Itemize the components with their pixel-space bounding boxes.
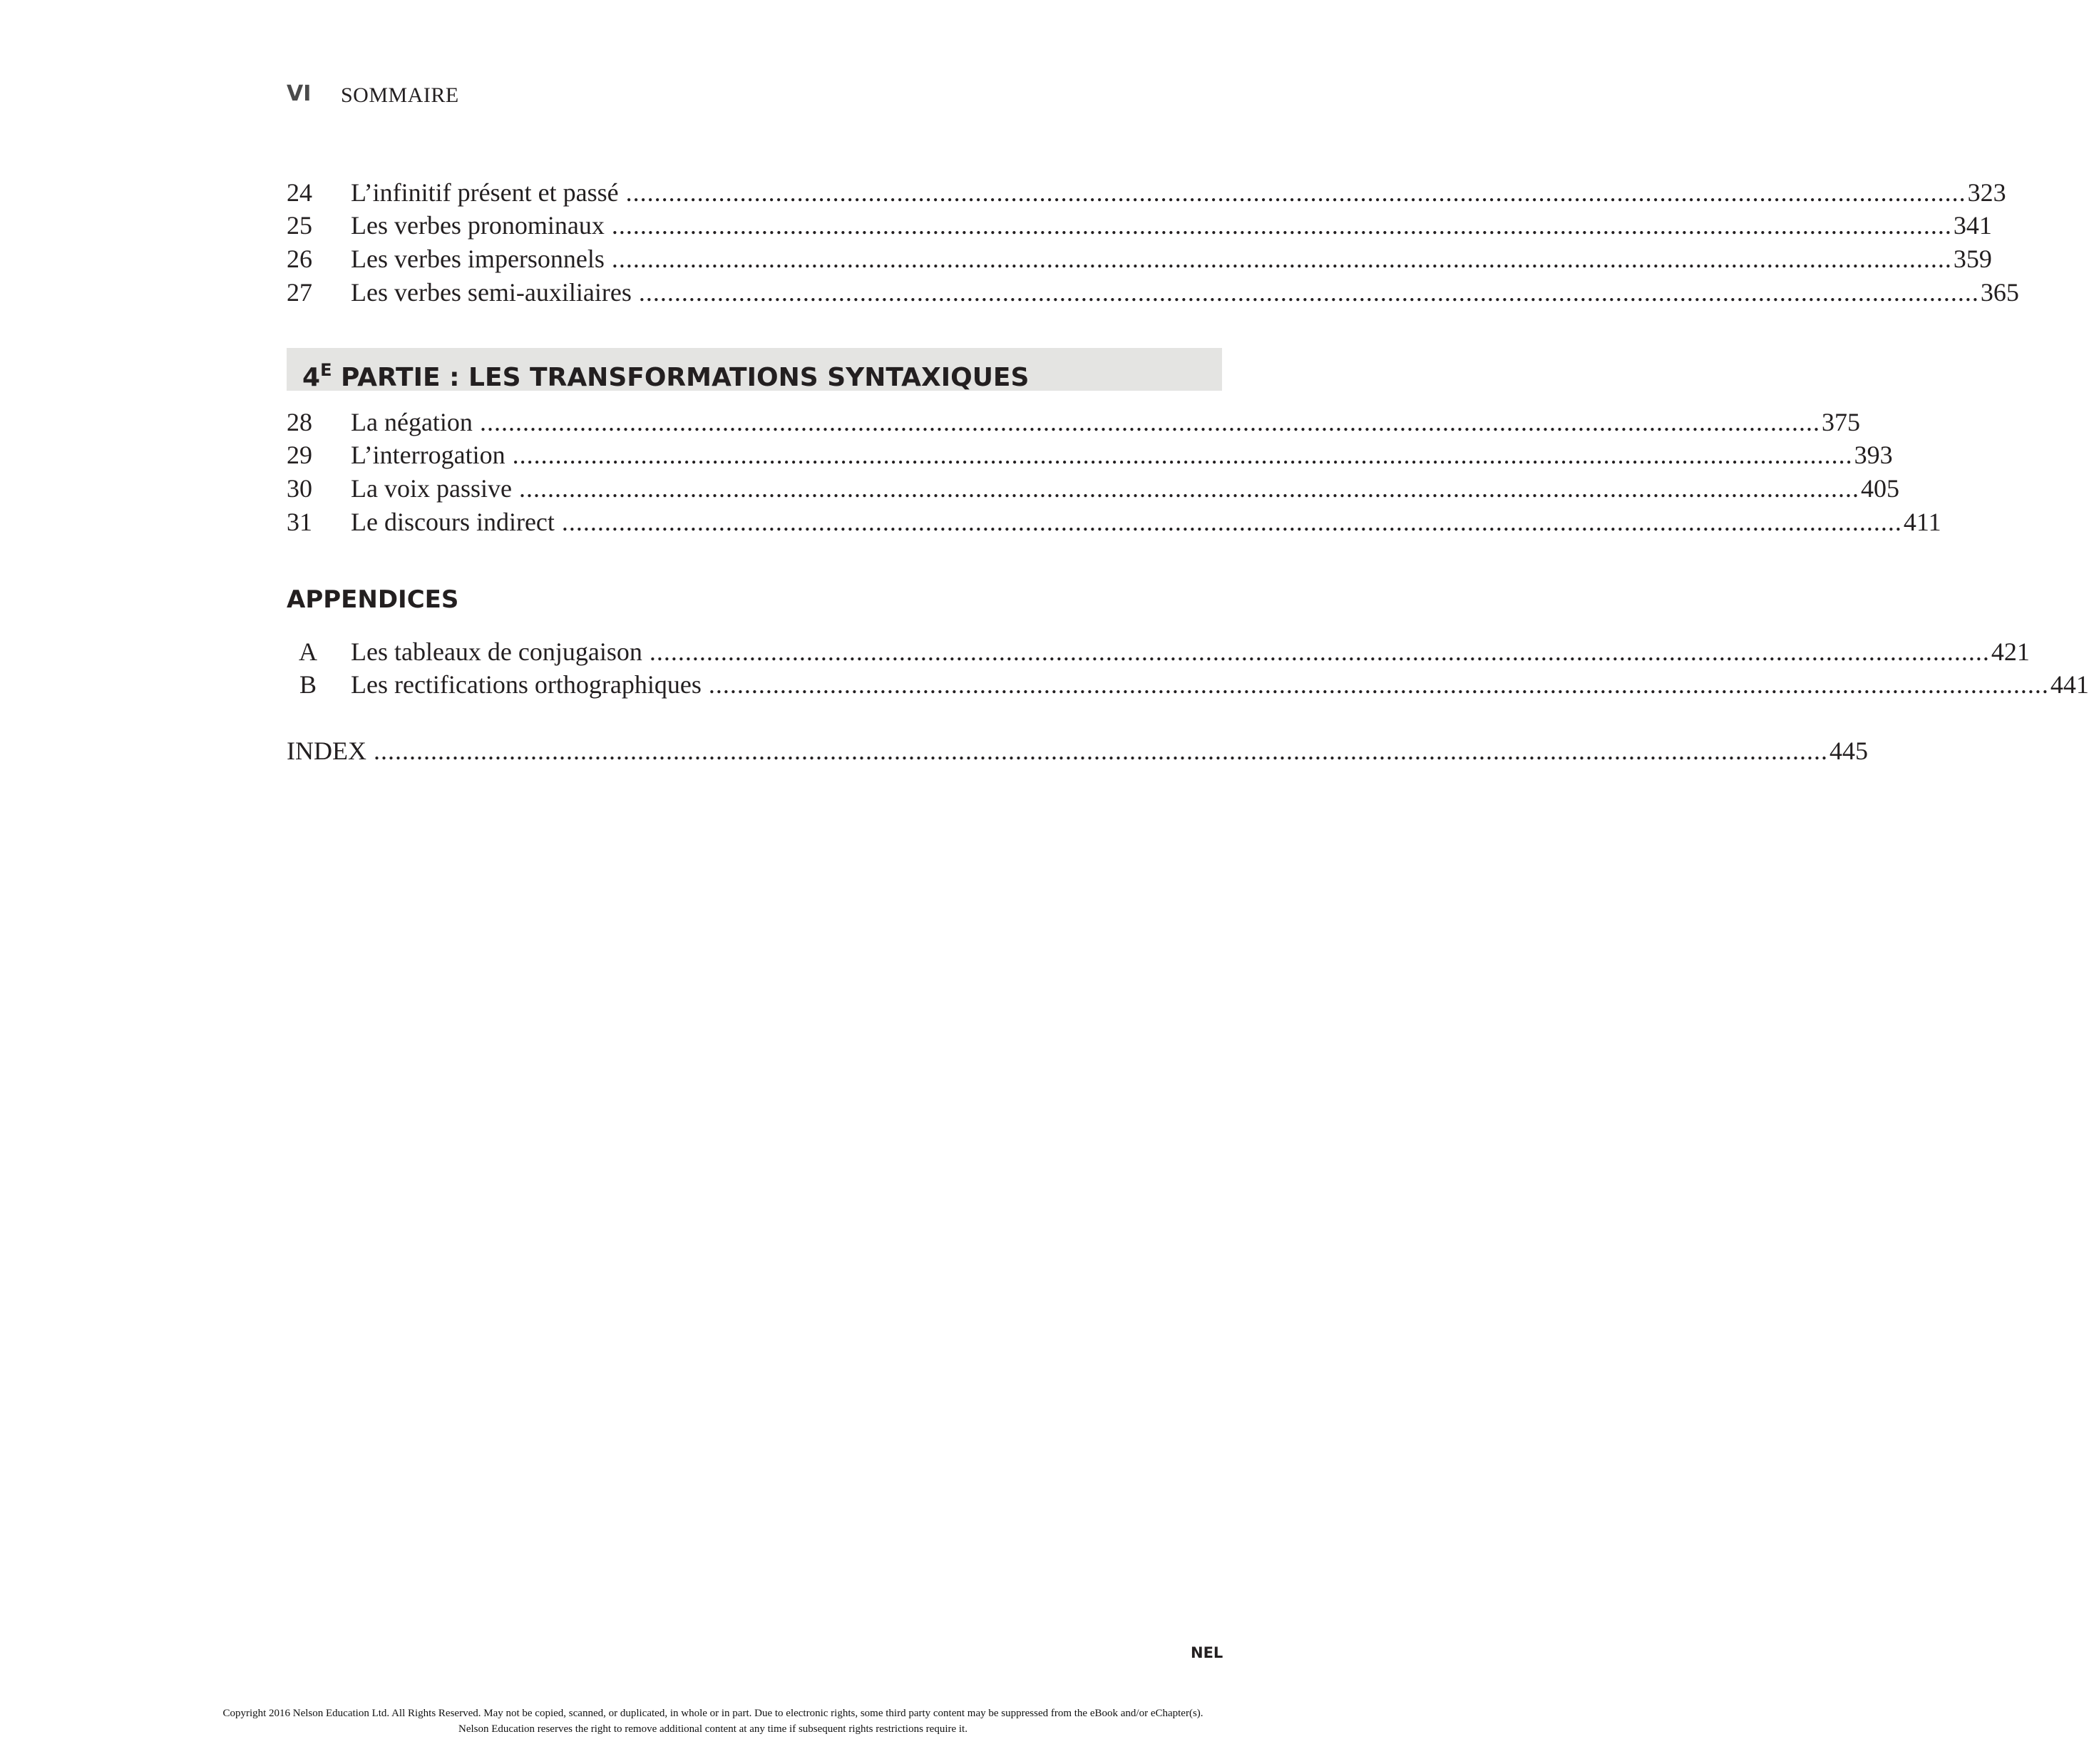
entry-page: 393: [1854, 441, 1893, 469]
part-heading-band: [287, 348, 1222, 391]
entry-page: 421: [1991, 637, 2030, 666]
entry-page: 411: [1903, 508, 1941, 536]
entry-title: Les tableaux de conjugaison: [351, 637, 642, 666]
part-heading: [302, 354, 1029, 394]
entry-letter: B: [299, 670, 317, 699]
dot-leader: ............................................................................................................................................................................................: [638, 278, 1979, 307]
entry-number: 31: [287, 508, 312, 536]
dot-leader: ............................................................................................................................................................................................: [708, 670, 2049, 699]
entry-number: 30: [287, 474, 312, 503]
entry-title: La négation: [351, 408, 473, 436]
entry-page: 323: [1967, 178, 2006, 207]
toc-entry: [287, 209, 1992, 242]
entry-number: 29: [287, 441, 312, 469]
index-title: INDEX: [287, 737, 366, 765]
appendices-heading: APPENDICES: [287, 585, 459, 614]
entry-page: 365: [1980, 278, 2019, 307]
toc-index-entry: [287, 734, 1868, 767]
entry-title: L’infinitif présent et passé: [351, 178, 619, 207]
entry-page: 405: [1860, 474, 1899, 503]
dot-leader: ............................................................................................................................................................................................: [649, 637, 1990, 666]
entry-letter: A: [299, 637, 317, 666]
entry-number: 27: [287, 278, 312, 307]
entry-number: 24: [287, 178, 312, 207]
part-number: 4: [302, 363, 321, 392]
toc-entry: [287, 276, 2019, 309]
entry-number: 28: [287, 408, 312, 436]
dot-leader: ............................................................................................................................................................................................................: [373, 737, 1828, 765]
entry-title: La voix passive: [351, 474, 512, 503]
entry-page: 359: [1953, 245, 1992, 273]
dot-leader: ............................................................................................................................................................................................: [611, 211, 1952, 240]
index-page: 445: [1829, 737, 1868, 765]
entry-title: L’interrogation: [351, 441, 505, 469]
toc-entry: [287, 176, 2006, 209]
entry-title: Les verbes semi-auxiliaires: [351, 278, 632, 307]
toc-entry: [287, 635, 2030, 668]
toc-entry: [287, 506, 1941, 538]
dot-leader: ............................................................................................................................................................................................: [561, 508, 1902, 536]
publisher-mark: NEL: [1191, 1644, 1223, 1661]
toc-entry: [287, 439, 1893, 471]
dot-leader: ............................................................................................................................................................................................: [611, 245, 1952, 273]
toc-entry: [287, 668, 2089, 701]
running-title: SOMMAIRE: [341, 83, 459, 107]
dot-leader: ............................................................................................................................................................................................: [512, 441, 1853, 469]
dot-leader: ............................................................................................................................................................................................: [479, 408, 1820, 436]
entry-title: Les verbes impersonnels: [351, 245, 605, 273]
entry-number: 26: [287, 245, 312, 273]
toc-entry: [287, 472, 1899, 505]
entry-title: Les verbes pronominaux: [351, 211, 605, 240]
dot-leader: ............................................................................................................................................................................................: [625, 178, 1966, 207]
copyright-notice: [0, 1706, 1426, 1737]
part-superscript: E: [320, 360, 332, 380]
copyright-line-2: Nelson Education reserves the right to remove additional content at any time if subsequent rights restrictions require it.: [458, 1723, 967, 1735]
entry-page: 441: [2050, 670, 2089, 699]
entry-title: Les rectifications orthographiques: [351, 670, 702, 699]
toc-entry: [287, 406, 1860, 439]
copyright-line-1: Copyright 2016 Nelson Education Ltd. All Rights Reserved. May not be copied, scanned, or duplicated, in whole or in part. Due to electronic rights, some third party content may be suppressed from the eBook and/or eChapter(s).: [222, 1708, 1203, 1719]
entry-page: 375: [1821, 408, 1860, 436]
entry-title: Le discours indirect: [351, 508, 555, 536]
dot-leader: ............................................................................................................................................................................................: [518, 474, 1859, 503]
entry-page: 341: [1953, 211, 1992, 240]
part-title-text: PARTIE : LES TRANSFORMATIONS SYNTAXIQUES: [332, 363, 1030, 392]
toc-entry: [287, 242, 1992, 275]
entry-number: 25: [287, 211, 312, 240]
page-number: VI: [287, 81, 312, 106]
